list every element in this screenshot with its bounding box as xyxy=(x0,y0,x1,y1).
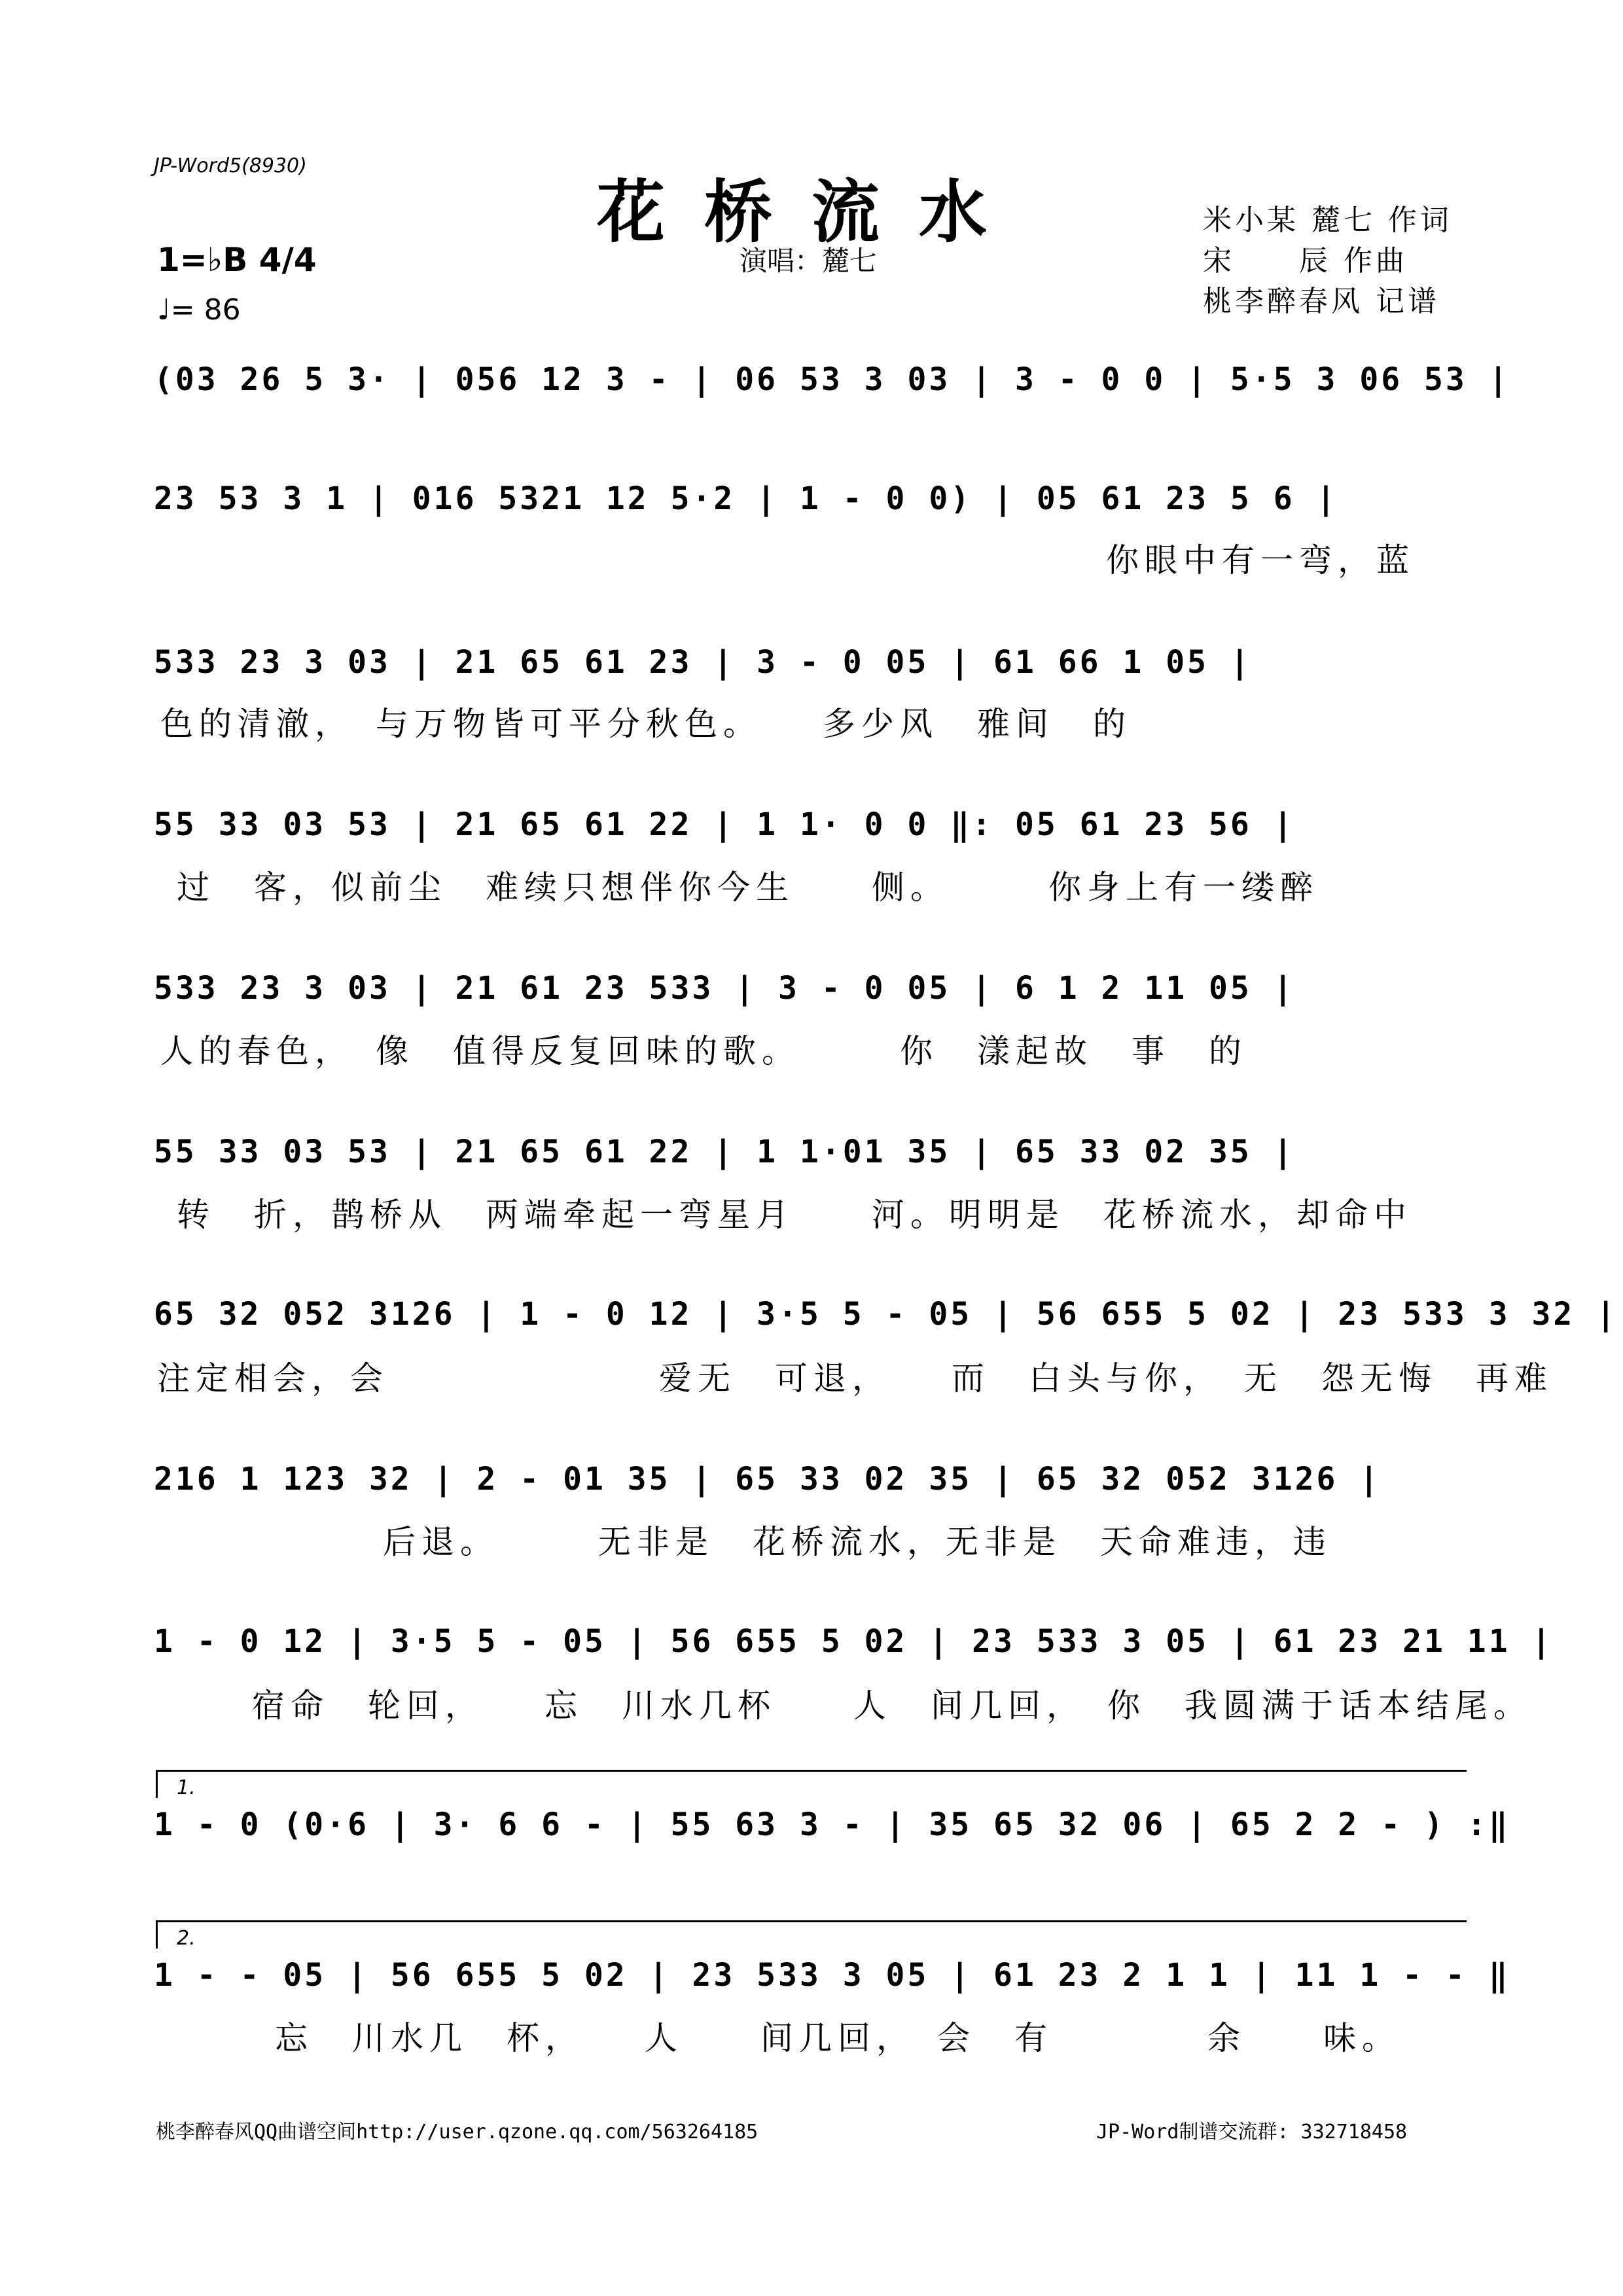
score-line-3: 533 23 3 03 | 21 65 61 23 | 3 - 0 05 | 61 66 1 05 | xyxy=(154,644,1252,681)
score-line-7: 65 32 052 3126 | 1 - 0 12 | 3·5 5 - 05 | 56 655 5 02 | 23 533 3 32 | xyxy=(154,1296,1618,1333)
song-title: 花桥流水 xyxy=(596,171,1026,252)
second-ending-bracket xyxy=(156,1920,1467,1948)
first-ending-bracket xyxy=(156,1770,1467,1798)
score-line-6: 55 33 03 53 | 21 65 61 22 | 1 1·01 35 | 65 33 02 35 | xyxy=(154,1134,1295,1170)
score-line-5: 533 23 3 03 | 21 61 23 533 | 3 - 0 05 | 6 1 2 11 05 | xyxy=(154,970,1295,1007)
transcriber-credit: 桃李醉春风 记谱 xyxy=(1203,285,1440,318)
lyric-line-9: 宿命 轮回， 忘 川水几杯 人 间几回， 你 我圆满于话本结尾。 xyxy=(252,1687,1532,1725)
lyric-line-11: 忘 川水几 杯， 人 间几回， 会 有 余 味。 xyxy=(275,2019,1400,2057)
lyric-line-8: 后退。 无非是 花桥流水，无非是 天命难违，违 xyxy=(383,1523,1332,1561)
lyric-line-5: 人的春色， 像 值得反复回味的歌。 你 漾起故 事 的 xyxy=(160,1032,1247,1070)
lyric-line-3: 色的清澈， 与万物皆可平分秋色。 多少风 雅间 的 xyxy=(160,705,1132,743)
score-line-10: 1 - 0 (0·6 | 3· 6 6 - | 55 63 3 - | 35 65 32 06 | 65 2 2 - ) :‖ xyxy=(154,1806,1510,1843)
footer-group: JP-Word制谱交流群: 332718458 xyxy=(1096,2121,1408,2144)
first-ending-label: 1. xyxy=(177,1776,196,1799)
score-line-2: 23 53 3 1 | 016 5321 12 5·2 | 1 - 0 0) | 05 61 23 5 6 | xyxy=(154,480,1338,517)
score-line-1: (03 26 5 3· | 056 12 3 - | 06 53 3 03 | 3 - 0 0 | 5·5 3 06 53 | xyxy=(154,361,1510,398)
score-line-9: 1 - 0 12 | 3·5 5 - 05 | 56 655 5 02 | 23 533 3 05 | 61 23 21 11 | xyxy=(154,1623,1554,1660)
lyric-line-6: 转 折，鹊桥从 两端牵起一弯星月 河。明明是 花桥流水，却命中 xyxy=(177,1196,1412,1234)
composer-credit: 宋 辰 作曲 xyxy=(1203,244,1408,278)
score-line-11: 1 - - 05 | 56 655 5 02 | 23 533 3 05 | 61 23 2 1 1 | 11 1 - - ‖ xyxy=(154,1957,1510,1994)
lyric-line-4: 过 客，似前尘 难续只想伴你今生 侧。 你身上有一缕醉 xyxy=(177,869,1319,906)
singer-credit: 演唱：麓七 xyxy=(740,245,878,277)
version-label: JP-Word5(8930) xyxy=(154,154,307,177)
score-line-4: 55 33 03 53 | 21 65 61 22 | 1 1· 0 0 ‖: 05 61 23 56 | xyxy=(154,806,1295,843)
key-signature: 1=♭B 4/4 xyxy=(157,241,317,279)
second-ending-label: 2. xyxy=(177,1927,196,1950)
lyric-line-2: 你眼中有一弯，蓝 xyxy=(1106,541,1415,579)
score-line-8: 216 1 123 32 | 2 - 01 35 | 65 33 02 35 | 65 32 052 3126 | xyxy=(154,1461,1382,1498)
lyric-line-7: 注定相会，会 爱无 可退， 而 白头与你， 无 怨无悔 再难 xyxy=(157,1359,1553,1397)
tempo-marking: ♩= 86 xyxy=(157,293,241,327)
lyricist-credit: 米小某 麓七 作词 xyxy=(1203,204,1452,237)
footer-website: 桃李醉春风QQ曲谱空间http://user.qzone.qq.com/563264185 xyxy=(156,2121,758,2144)
